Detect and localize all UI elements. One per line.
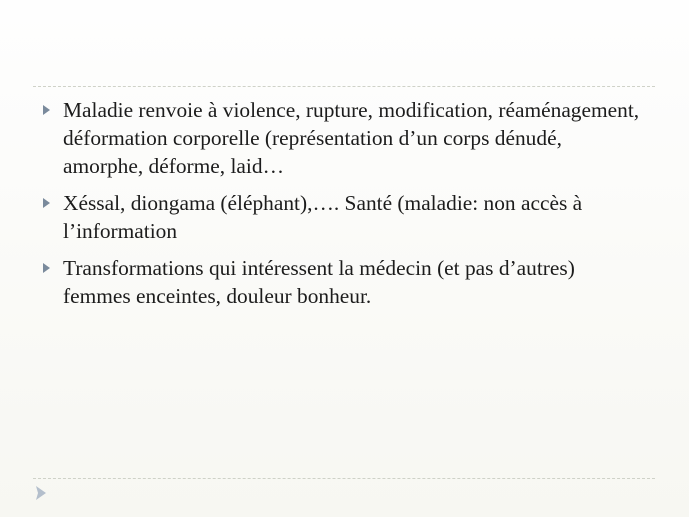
nav-next-arrow-svg [34, 485, 48, 501]
bullet-list [40, 96, 645, 319]
nav-next-arrow-icon[interactable] [34, 485, 48, 501]
bullet-item [40, 254, 645, 310]
bullet-text: Transformations qui intéressent la médecin (et pas d’autres) femmes enceintes, douleur bonheur. [63, 256, 575, 308]
triangle-right-icon [43, 198, 50, 208]
bottom-divider [33, 478, 655, 479]
triangle-right-icon [43, 263, 50, 273]
bullet-text: Maladie renvoie à violence, rupture, modification, réaménagement, déformation corporelle (représentation d’un corps dénudé, amorphe, déforme, laid… [63, 98, 640, 178]
triangle-right-icon [43, 105, 50, 115]
bullet-text: Xéssal, diongama (éléphant),…. Santé (maladie: non accès à l’information [63, 191, 583, 243]
bullet-item [40, 96, 645, 180]
bullet-item [40, 189, 645, 245]
top-divider [33, 86, 655, 87]
